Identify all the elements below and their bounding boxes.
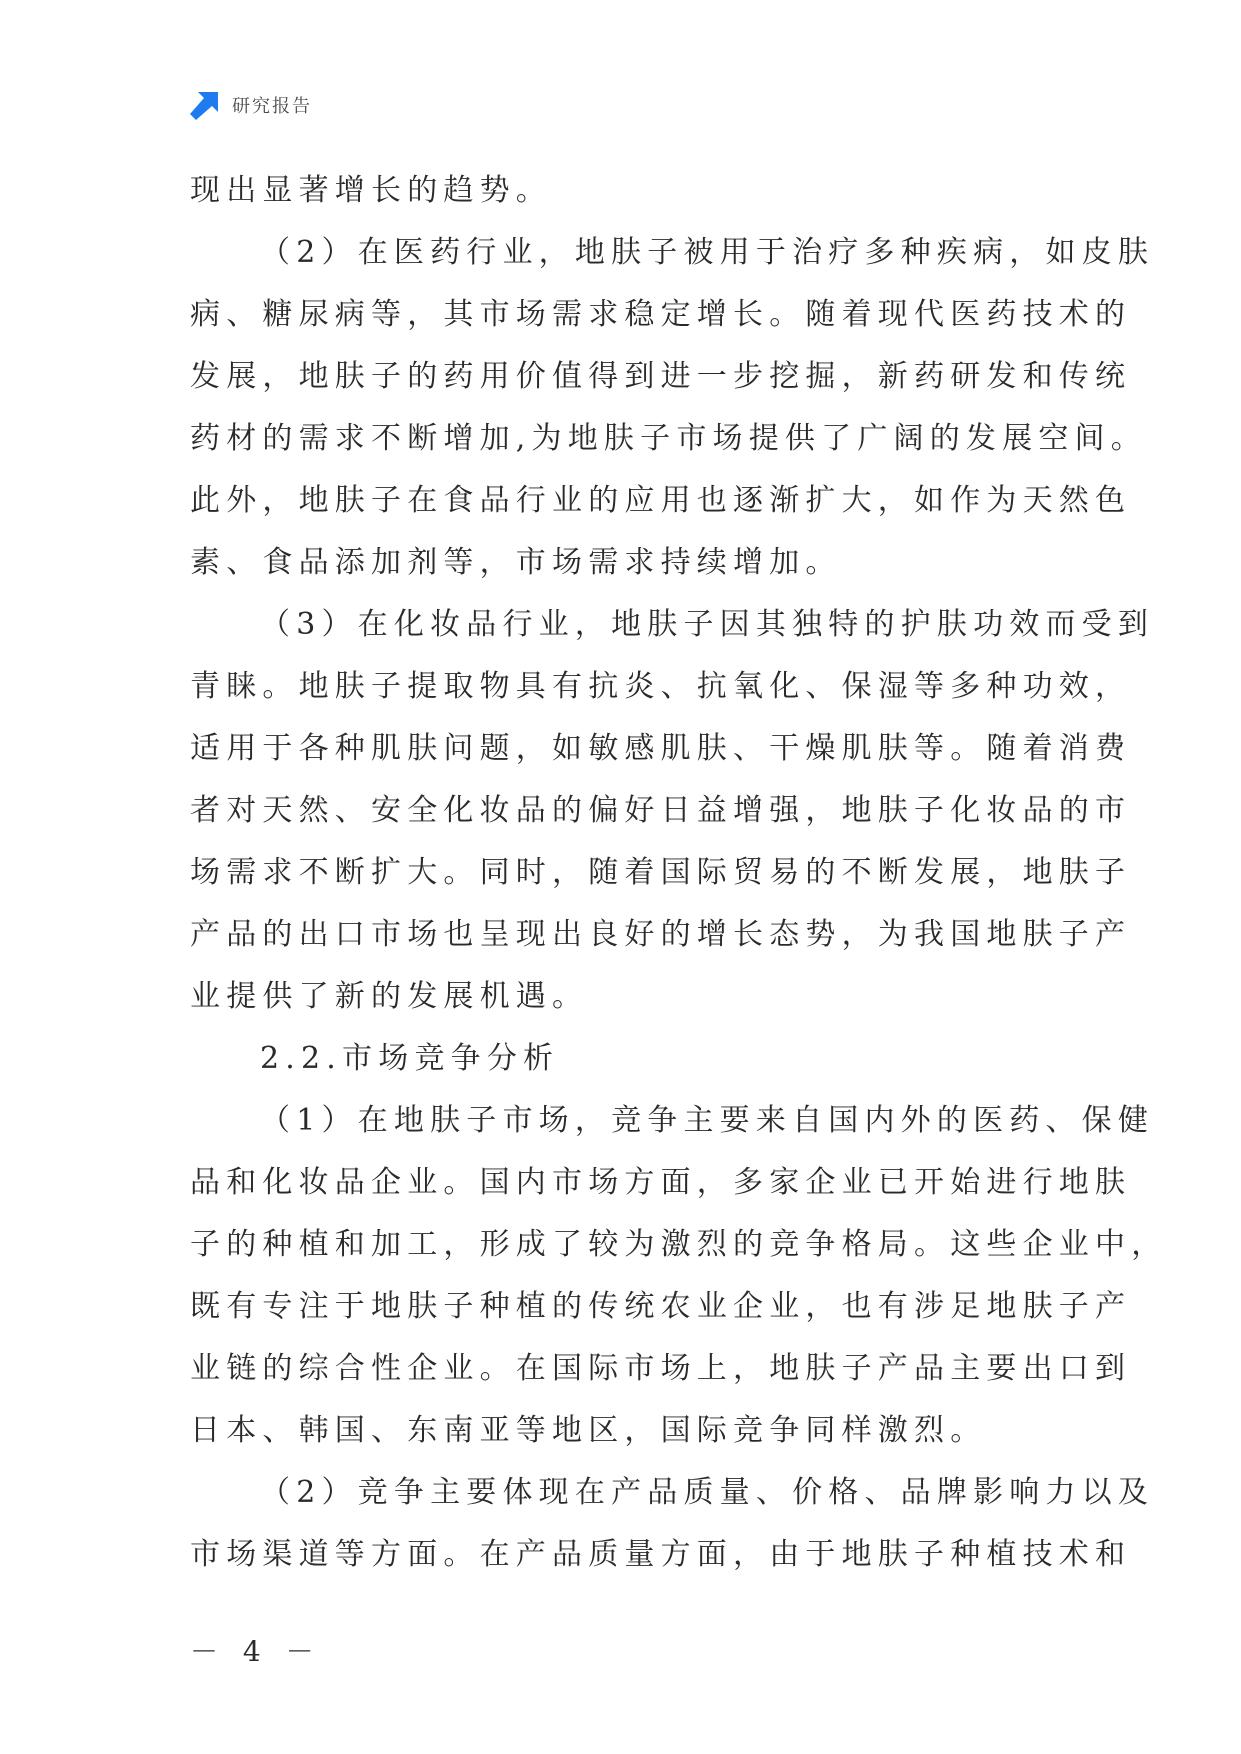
- text-line: 者对天然、安全化妆品的偏好日益增强，地肤子化妆品的市: [190, 793, 1132, 828]
- text-line: （2）竞争主要体现在产品质量、价格、品牌影响力以及: [260, 1475, 1155, 1510]
- text-line: 子的种植和加工，形成了较为激烈的竞争格局。这些企业中，: [190, 1227, 1168, 1262]
- text-line: 既有专注于地肤子种植的传统农业企业，也有涉足地肤子产: [190, 1289, 1132, 1324]
- report-header: [190, 90, 312, 120]
- text-line: 适用于各种肌肤问题，如敏感肌肤、干燥肌肤等。随着消费: [190, 731, 1132, 766]
- text-line: 日本、韩国、东南亚等地区，国际竞争同样激烈。: [190, 1413, 987, 1448]
- text-line: 业提供了新的发展机遇。: [190, 979, 589, 1014]
- text-line: 产品的出口市场也呈现出良好的增长态势，为我国地肤子产: [190, 917, 1132, 952]
- text-line: 此外，地肤子在食品行业的应用也逐渐扩大，如作为天然色: [190, 483, 1132, 518]
- text-line: 药材的需求不断增加,为地肤子市场提供了广阔的发展空间。: [190, 421, 1147, 456]
- page-number: － 4 －: [190, 1635, 322, 1668]
- text-line: （3）在化妆品行业，地肤子因其独特的护肤功效而受到: [260, 607, 1155, 642]
- text-line: 素、食品添加剂等，市场需求持续增加。: [190, 545, 842, 580]
- text-line: 发展，地肤子的药用价值得到进一步挖掘，新药研发和传统: [190, 359, 1132, 394]
- text-line: 业链的综合性企业。在国际市场上，地肤子产品主要出口到: [190, 1351, 1132, 1386]
- document-body: [190, 160, 1168, 1586]
- header-title: 研究报告: [232, 96, 312, 117]
- arrow-up-right-icon: [190, 90, 220, 120]
- text-line: 品和化妆品企业。国内市场方面，多家企业已开始进行地肤: [190, 1165, 1132, 1200]
- text-line: 场需求不断扩大。同时，随着国际贸易的不断发展，地肤子: [190, 855, 1132, 890]
- text-line: 病、糖尿病等，其市场需求稳定增长。随着现代医药技术的: [190, 297, 1132, 332]
- text-line: （1）在地肤子市场，竞争主要来自国内外的医药、保健: [260, 1103, 1155, 1138]
- text-line: （2）在医药行业，地肤子被用于治疗多种疾病，如皮肤: [260, 235, 1155, 270]
- text-line: 现出显著增长的趋势。: [190, 173, 552, 208]
- text-line: 市场渠道等方面。在产品质量方面，由于地肤子种植技术和: [190, 1537, 1132, 1572]
- text-line: 青睐。地肤子提取物具有抗炎、抗氧化、保湿等多种功效，: [190, 669, 1132, 704]
- section-heading: 2.2.市场竞争分析: [260, 1041, 560, 1076]
